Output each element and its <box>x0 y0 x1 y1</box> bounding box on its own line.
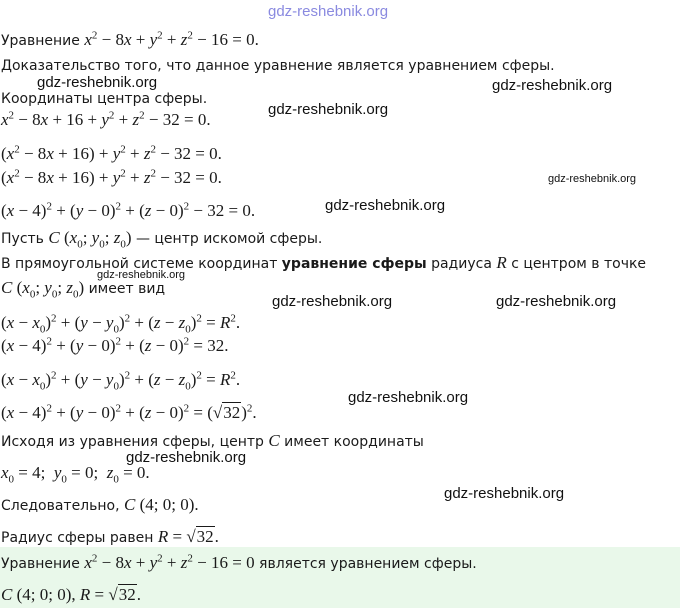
general-sphere-equation-2: $(x - x_0)^2 + (y - y_0)^2 + (z - z_0)^2 = R^2$. <box>1 369 241 393</box>
equation-1: $x^2 - 8x + 16 + y^2 + z^2 - 32 = 0$. <box>1 109 211 129</box>
equation-2: $(x^2 - 8x + 16) + y^2 + z^2 - 32 = 0$. <box>1 143 222 163</box>
answer-line-1: Уравнение $x^2 - 8x + y^2 + z^2 - 16 = 0$ является уравнением сферы. <box>1 552 477 572</box>
theory-text: В прямоугольной системе координат уравнение сферы радиуса R с центром в точке <box>1 253 647 272</box>
problem-statement: Уравнение $x^2 - 8x + y^2 + z^2 - 16 = 0$. <box>1 29 259 49</box>
watermark: gdz-reshebnik.org <box>492 77 613 94</box>
watermark: gdz-reshebnik.org <box>496 293 617 310</box>
conclusion-center: Следовательно, C (4; 0; 0). <box>1 495 199 514</box>
equation-4: $(x - 4)^2 + (y - 0)^2 + (z - 0)^2 - 32 = 0$. <box>1 200 256 220</box>
center-values: $x_0 = 4$; $y_0 = 0$; $z_0 = 0$. <box>1 463 150 486</box>
watermark: gdz-reshebnik.org <box>348 389 469 406</box>
equation-3: $(x^2 - 8x + 16) + y^2 + z^2 - 32 = 0$. <box>1 167 222 187</box>
center-coordinates-text: Исходя из уравнения сферы, центр C имеет координаты <box>1 431 424 450</box>
watermark: gdz-reshebnik.org <box>126 449 247 466</box>
equation-5: $(x - 4)^2 + (y - 0)^2 + (z - 0)^2 = 32$. <box>1 335 229 355</box>
center-definition: Пусть C ($x_0$; $y_0$; $z_0$) — центр искомой сферы. <box>1 228 323 251</box>
equation-6: $(x - 4)^2 + (y - 0)^2 + (z - 0)^2 = (√32)^2$. <box>1 402 257 422</box>
watermark: gdz-reshebnik.org <box>272 293 393 310</box>
watermark: gdz-reshebnik.org <box>325 197 446 214</box>
watermark: gdz-reshebnik.org <box>444 485 565 502</box>
task-text: Доказательство того, что данное уравнение является уравнением сферы. <box>1 58 555 74</box>
section-title: Координаты центра сферы. <box>1 91 208 107</box>
watermark: gdz-reshebnik.org <box>97 269 186 281</box>
conclusion-radius: Радиус сферы равен R = √32. <box>1 527 219 546</box>
watermark: gdz-reshebnik.org <box>268 101 389 118</box>
general-sphere-equation: $(x - x_0)^2 + (y - y_0)^2 + (z - z_0)^2 = R^2$. <box>1 312 241 336</box>
watermark: gdz-reshebnik.org <box>37 74 158 91</box>
theory-text-cont: C ($x_0$; $y_0$; $z_0$) имеет вид <box>1 278 166 301</box>
answer-line-2: C (4; 0; 0), R = √32. <box>1 585 141 604</box>
watermark-top: gdz-reshebnik.org <box>268 3 389 20</box>
watermark: gdz-reshebnik.org <box>548 173 637 185</box>
